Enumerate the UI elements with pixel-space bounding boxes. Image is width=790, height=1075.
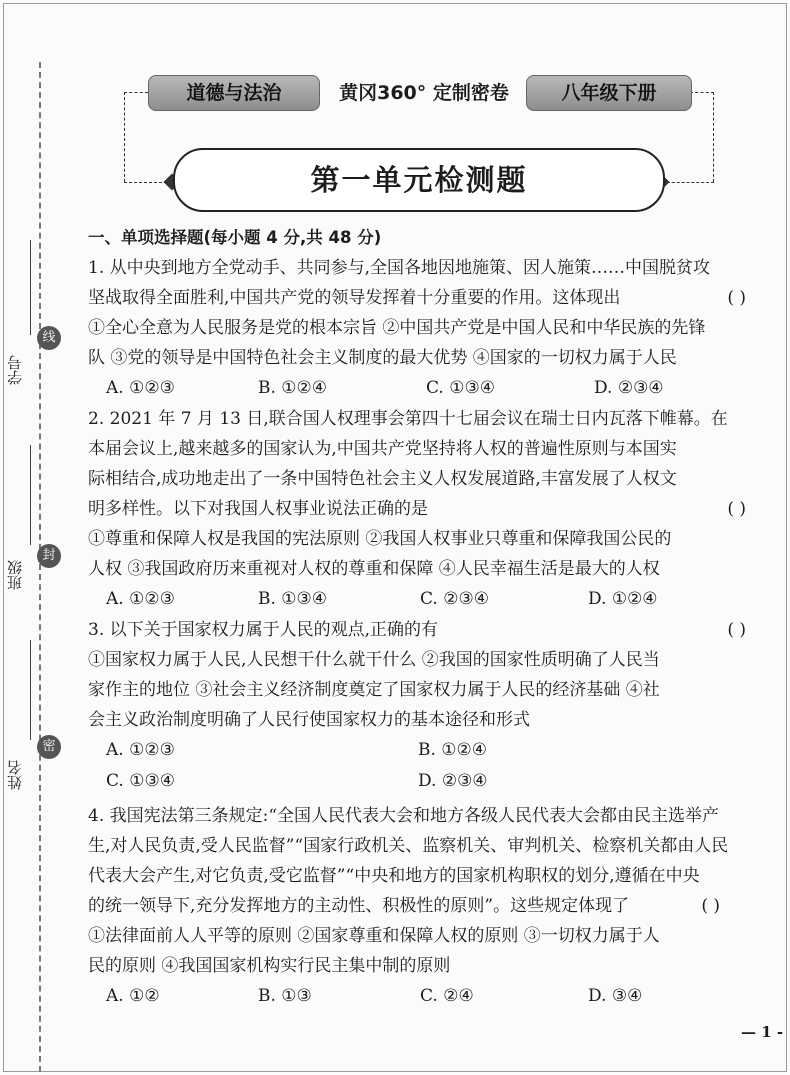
option-a[interactable]: A. ①②: [106, 986, 160, 1006]
question-line: 明多样性。以下对我国人权事业说法正确的是 ( ): [88, 494, 750, 524]
option-d[interactable]: D. ①②④: [588, 589, 658, 609]
name-label: 姓名: [6, 760, 24, 790]
exam-content: [88, 223, 750, 1012]
header-dash-left: [124, 92, 148, 93]
option-d[interactable]: D. ③④: [588, 986, 643, 1006]
option-c[interactable]: C. ①③④: [106, 771, 175, 791]
question-line: 4. 我国宪法第三条规定:“全国人民代表大会和地方各级人民代表大会都由民主选举产: [88, 806, 720, 826]
question-line: 1. 从中央到地方全党动手、共同参与,全国各地因地施策、因人施策……中国脱贫攻: [88, 258, 711, 278]
question-line: 民的原则 ④我国国家机构实行民主集中制的原则: [88, 956, 451, 976]
option-d[interactable]: D. ②③④: [418, 771, 488, 791]
options-row: [88, 373, 750, 404]
answer-blank[interactable]: ( ): [701, 896, 720, 916]
section-title: 一、单项选择题(每小题 4 分,共 48 分): [88, 228, 382, 247]
subject-badge: 道德与法治: [148, 75, 320, 111]
options-row: [88, 766, 750, 797]
student-id-field[interactable]: [0, 240, 40, 400]
question-2: [88, 404, 750, 615]
header-dash-right-vertical: [713, 92, 714, 182]
class-field[interactable]: [0, 445, 40, 605]
option-b[interactable]: B. ①③: [258, 986, 312, 1006]
option-b[interactable]: B. ①②④: [258, 378, 328, 398]
question-line: 人权 ③我国政府历来重视对人权的尊重和保障 ④人民幸福生活是最大的人权: [88, 559, 660, 579]
header-dash-left-vertical: [124, 92, 125, 182]
class-label: 班级: [6, 560, 24, 590]
option-c[interactable]: C. ②④: [420, 986, 474, 1006]
seal-mark-line: 线: [37, 326, 61, 350]
question-line: 2. 2021 年 7 月 13 日,联合国人权理事会第四十七届会议在瑞士日内瓦落下帷幕。在: [88, 409, 728, 429]
page-number: — 1 -: [741, 1023, 784, 1041]
options-row: [88, 981, 750, 1012]
seal-mark-seal: 封: [37, 544, 61, 568]
page-title: 第一单元检测题: [173, 148, 665, 212]
answer-blank[interactable]: ( ): [727, 288, 746, 308]
student-id-label: 学号: [6, 355, 24, 385]
option-c[interactable]: C. ①③④: [426, 378, 495, 398]
grade-badge: 八年级下册: [526, 75, 692, 111]
options-row: [88, 735, 750, 766]
question-line: ①全心全意为人民服务是党的根本宗旨 ②中国共产党是中国人民和中华民族的先锋: [88, 318, 706, 338]
question-line: 3. 以下关于国家权力属于人民的观点,正确的有 ( ): [88, 615, 750, 645]
question-line: 际相结合,成功地走出了一条中国特色社会主义人权发展道路,丰富发展了人权文: [88, 469, 677, 489]
question-line: 会主义政治制度明确了人民行使国家权力的基本途径和形式: [88, 710, 530, 730]
question-line: 队 ③党的领导是中国特色社会主义制度的最大优势 ④国家的一切权力属于人民: [88, 348, 677, 368]
header-dash-right-bottom: [662, 182, 714, 183]
question-line: 生,对人民负责,受人民监督”“国家行政机关、监察机关、审判机关、检察机关都由人民: [88, 836, 729, 856]
name-blank: [30, 640, 31, 740]
question-line: ①法律面前人人平等的原则 ②国家尊重和保障人权的原则 ③一切权力属于人: [88, 926, 660, 946]
option-a[interactable]: A. ①②③: [106, 378, 175, 398]
option-b[interactable]: B. ①③④: [258, 589, 328, 609]
question-line: ①尊重和保障人权是我国的宪法原则 ②我国人权事业只尊重和保障我国公民的: [88, 529, 672, 549]
answer-blank[interactable]: ( ): [727, 620, 746, 640]
question-line: 代表大会产生,对它负责,受它监督”“中央和地方的国家机构职权的划分,遵循在中央: [88, 866, 700, 886]
question-line: 坚战取得全面胜利,中国共产党的领导发挥着十分重要的作用。这体现出 ( ): [88, 283, 750, 313]
question-3: [88, 615, 750, 797]
class-blank: [30, 445, 31, 545]
question-line: 本届会议上,越来越多的国家认为,中国共产党坚持将人权的普遍性原则与本国实: [88, 439, 677, 459]
question-line: 家作主的地位 ③社会主义经济制度奠定了国家权力属于人民的经济基础 ④社: [88, 680, 660, 700]
question-4: [88, 801, 750, 1012]
options-row: [88, 584, 750, 615]
header-dash-right: [690, 92, 714, 93]
student-id-blank: [30, 240, 31, 335]
option-a[interactable]: A. ①②③: [106, 740, 175, 760]
name-field[interactable]: [0, 640, 40, 800]
question-line: 的统一领导下,充分发挥地方的主动性、积极性的原则”。这些规定体现了 ( ): [88, 891, 750, 921]
brand-title: 黄冈360° 定制密卷: [339, 82, 509, 104]
option-c[interactable]: C. ②③④: [420, 589, 489, 609]
answer-blank[interactable]: ( ): [727, 499, 746, 519]
option-d[interactable]: D. ②③④: [594, 378, 664, 398]
question-line: ①国家权力属于人民,人民想干什么就干什么 ②我国的国家性质明确了人民当: [88, 650, 660, 670]
option-b[interactable]: B. ①②④: [418, 740, 488, 760]
option-a[interactable]: A. ①②③: [106, 589, 175, 609]
seal-mark-secret: 密: [37, 735, 61, 759]
question-1: [88, 253, 750, 404]
